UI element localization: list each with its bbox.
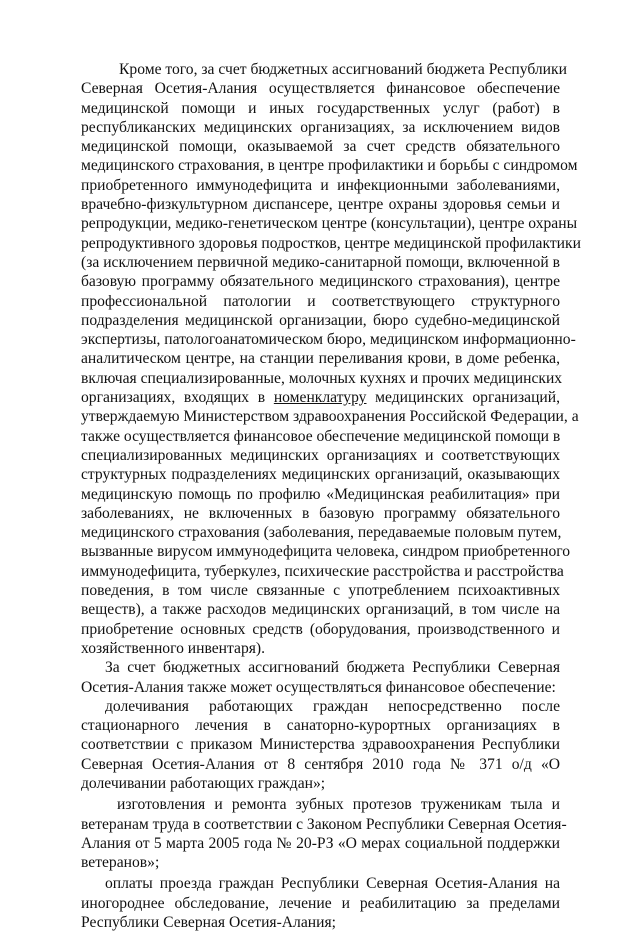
document-page — [81, 60, 581, 932]
text-line: веществ), а также расходов медицинских организаций, в том числе на — [81, 601, 560, 619]
text-line: Осетия-Алания также может осуществляться финансовое обеспечение: — [81, 678, 556, 696]
text-line: иногороднее обследование, лечение и реабилитацию за пределами — [81, 894, 560, 912]
text-line: медицинской помощи и иных государственных услуг (работ) в — [81, 99, 560, 117]
text-line: Республики Северная Осетия-Алания; — [81, 914, 336, 932]
text-line: репродукции, медико-генетическом центре (консультации), центре охраны — [81, 215, 578, 233]
paragraph-p2 — [81, 658, 560, 697]
text-line: ветеранов»; — [81, 854, 160, 872]
line-text-after: медицинских организаций, — [366, 389, 561, 407]
text-line: также осуществляется финансовое обеспечение медицинской помощи в — [81, 427, 561, 445]
text-line: иммунодефицита, туберкулез, психические расстройства и расстройства — [81, 562, 564, 580]
text-line: утверждаемую Министерством здравоохранения Российской Федерации, а — [81, 408, 579, 426]
text-line: долечивания работающих граждан непосредственно после — [105, 697, 560, 715]
text-line: соответствии с приказом Министерства здравоохранения Республики — [81, 736, 560, 754]
text-line: специализированных медицинских организациях и соответствующих — [81, 446, 560, 464]
text-line: подразделения медицинской организации, бюро судебно-медицинской — [81, 311, 560, 329]
text-line: Алания от 5 марта 2005 года № 20-РЗ «О мерах социальной поддержки — [81, 834, 560, 852]
text-line: медицинского страхования, в центре профилактики и борьбы с синдромом — [81, 157, 578, 175]
text-line: медицинскую помощь по профилю «Медицинская реабилитация» при — [81, 485, 560, 503]
text-line: республиканских медицинских организациях, за исключением видов — [81, 118, 560, 136]
text-line: ветеранам труда в соответствии с Законом Республики Северная Осетия- — [81, 815, 567, 833]
text-line: вызванные вирусом иммунодефицита человека, синдром приобретенного — [81, 543, 571, 561]
text-line: экспертизы, патологоанатомическом бюро, медицинском информационно- — [81, 331, 576, 349]
text-line: базовую программу обязательного медицинского страхования), центре — [81, 273, 560, 291]
text-line: поведения, в том числе связанные с употреблением психоактивных — [81, 582, 560, 600]
text-line: медицинской помощи, оказываемой за счет средств обязательного — [81, 138, 560, 156]
text-line: оплаты проезда граждан Республики Северная Осетия-Алания на — [105, 875, 560, 893]
text-line: долечивании работающих граждан»; — [81, 774, 326, 792]
text-line: За счет бюджетных ассигнований бюджета Республики Северная — [105, 659, 560, 677]
nomenclature-link[interactable]: номенклатуру — [273, 389, 367, 407]
text-line: аналитическом центре, на станции переливания крови, в доме ребенка, — [81, 350, 560, 368]
text-line: изготовления и ремонта зубных протезов труженикам тыла и — [117, 796, 560, 814]
text-line: заболеваниях, не включенных в базовую программу обязательного — [81, 504, 560, 522]
text-line: хозяйственного инвентаря). — [81, 639, 266, 657]
text-line: структурных подразделениях медицинских организаций, оказывающих — [81, 466, 560, 484]
text-line: приобретенного иммунодефицита и инфекционными заболеваниями, — [81, 176, 560, 194]
text-line: (за исключением первичной медико-санитарной помощи, включенной в — [81, 253, 560, 271]
text-line: приобретение основных средств (оборудования, производственного и — [81, 620, 560, 638]
paragraph-p4 — [81, 795, 567, 872]
paragraph-p5 — [81, 874, 560, 932]
line-text-before: организациях, входящих в — [81, 389, 274, 407]
text-line: медицинского страхования (заболевания, передаваемые половым путем, — [81, 524, 562, 542]
text-line: профессиональной патологии и соответствующего структурного — [81, 292, 560, 310]
text-line: включая специализированные, молочных кухнях и прочих медицинских — [81, 369, 563, 387]
paragraph-p3 — [81, 697, 560, 793]
text-line: Северная Осетия-Алания осуществляется финансовое обеспечение — [81, 80, 560, 98]
text-line: Северная Осетия-Алания от 8 сентября 2010 года № 371 о/д «О — [81, 755, 560, 773]
paragraph-p1 — [81, 60, 581, 658]
text-line: Кроме того, за счет бюджетных ассигнований бюджета Республики — [119, 61, 567, 78]
text-line: стационарного лечения в санаторно-курортных организациях в — [81, 717, 560, 735]
text-line: врачебно-физкультурном диспансере, центре охраны здоровья семьи и — [81, 196, 560, 214]
text-line — [81, 388, 560, 407]
text-line: репродуктивного здоровья подростков, центре медицинской профилактики — [81, 234, 581, 252]
